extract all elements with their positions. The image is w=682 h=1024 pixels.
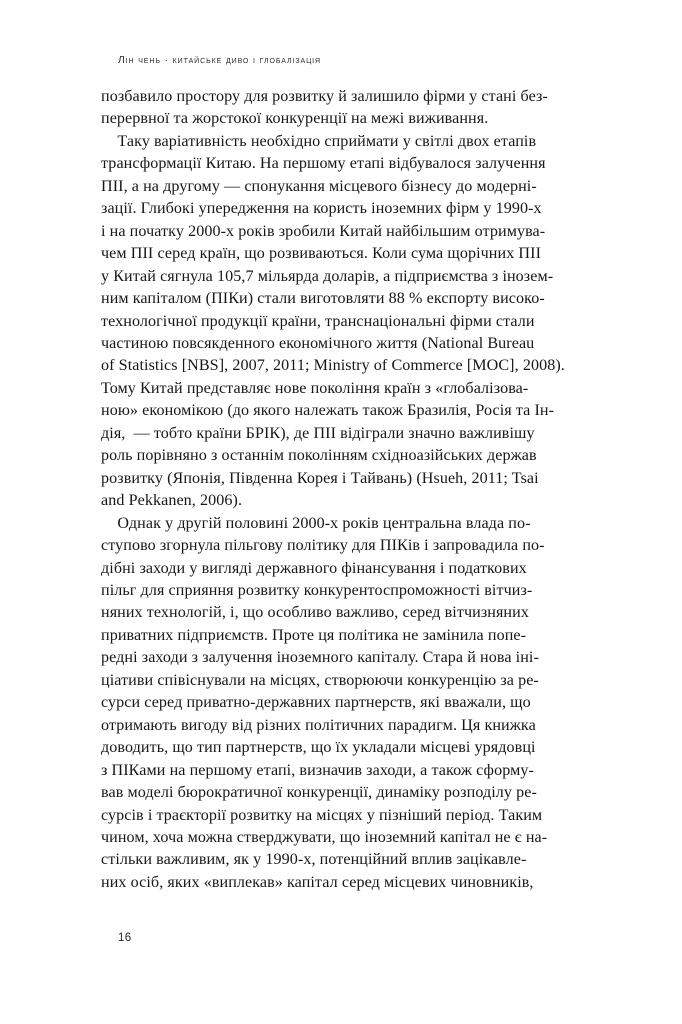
- text-line: дібні заходи у вигляді державного фінансування і податкових: [101, 559, 527, 577]
- text-line: and Pekkanen, 2006).: [101, 492, 243, 510]
- text-line: дія, — тобто країни БРІК), де ПІІ відіграли значно важливішу: [101, 424, 535, 442]
- text-line: ною» економікою (до якого належать також Бразилія, Росія та Ін-: [101, 402, 555, 420]
- text-line: Таку варіативність необхідно сприймати у світлі двох етапів: [101, 132, 537, 150]
- text-line: пільг для сприяння розвитку конкурентоспроможності вітчиз-: [101, 581, 533, 599]
- text-line: приватних підприємств. Проте ця політика не замінила попе-: [101, 626, 527, 644]
- text-line: чином, хоча можна стверджувати, що іноземний капітал не є на-: [101, 828, 548, 846]
- text-line: стільки важливим, як у 1990-х, потенційний вплив зацікавле-: [101, 851, 527, 869]
- text-line: Однак у другій половині 2000-х років центральна влада по-: [101, 514, 531, 532]
- text-line: Тому Китай представляє нове покоління країн з «глобалізова-: [101, 379, 529, 397]
- text-line: вав моделі бюрократичної конкуренції, динаміку розподілу ре-: [101, 784, 537, 802]
- running-head: Лін чень · китайське диво і глобалізація: [118, 55, 322, 66]
- text-line: у Китай сягнула 105,7 мільярда доларів, а підприємства з інозем-: [101, 267, 554, 285]
- text-line: ним капіталом (ПІКи) стали виготовляти 88 % експорту високо-: [101, 290, 545, 308]
- text-line: технологічної продукції країни, транснаціональні фірми стали: [101, 312, 535, 330]
- text-line: редні заходи з залучення іноземного капіталу. Стара й нова іні-: [101, 649, 539, 667]
- text-line: доводить, що тип партнерств, що їх укладали місцеві урядовці: [101, 739, 536, 757]
- text-line: зації. Глибокі упередження на користь іноземних фірм у 1990-х: [101, 200, 542, 218]
- text-line: сурсів і траєкторії розвитку на місцях у пізніший період. Таким: [101, 806, 543, 824]
- text-line: з ПІКами на першому етапі, визначив заходи, а також сформу-: [101, 761, 534, 779]
- text-line: ціативи співіснували на місцях, створюючи конкуренцію за ре-: [101, 671, 539, 689]
- body-text-block: [101, 86, 579, 894]
- text-line: роль порівняно з останнім поколінням східноазійських держав: [101, 447, 537, 465]
- text-line: них осіб, яких «виплекав» капітал серед місцевих чиновників,: [101, 873, 534, 891]
- text-line: чем ПІІ серед країн, що розвиваються. Коли сума щорічних ПІІ: [101, 245, 542, 263]
- text-line: позбавило простору для розвитку й залишило фірми у стані без-: [101, 88, 548, 105]
- text-line: сурси серед приватно-державних партнерств, які вважали, що: [101, 694, 531, 712]
- text-line: частиною повсякденного економічного життя (National Bureau: [101, 334, 535, 352]
- text-line: перервної та жорстокої конкуренції на межі виживання.: [101, 110, 489, 128]
- text-line: of Statistics [NBS], 2007, 2011; Ministry of Commerce [MOC], 2008).: [101, 357, 565, 375]
- text-line: няних технологій, і, що особливо важливо, серед вітчизняних: [101, 604, 529, 622]
- text-line: отримають вигоду від різних політичних парадигм. Ця книжка: [101, 716, 536, 734]
- text-line: розвитку (Японія, Південна Корея і Тайвань) (Hsueh, 2011; Tsai: [101, 469, 539, 487]
- text-line: трансформації Китаю. На першому етапі відбувалося залучення: [101, 155, 546, 173]
- text-line: ступово згорнула пільгову політику для ПІКів і запровадила по-: [101, 537, 545, 555]
- text-line: і на початку 2000-х років зробили Китай найбільшим отримува-: [101, 222, 546, 240]
- page-number: 16: [118, 932, 132, 944]
- text-line: ПІІ, а на другому — спонукання місцевого бізнесу до модерні-: [101, 177, 537, 195]
